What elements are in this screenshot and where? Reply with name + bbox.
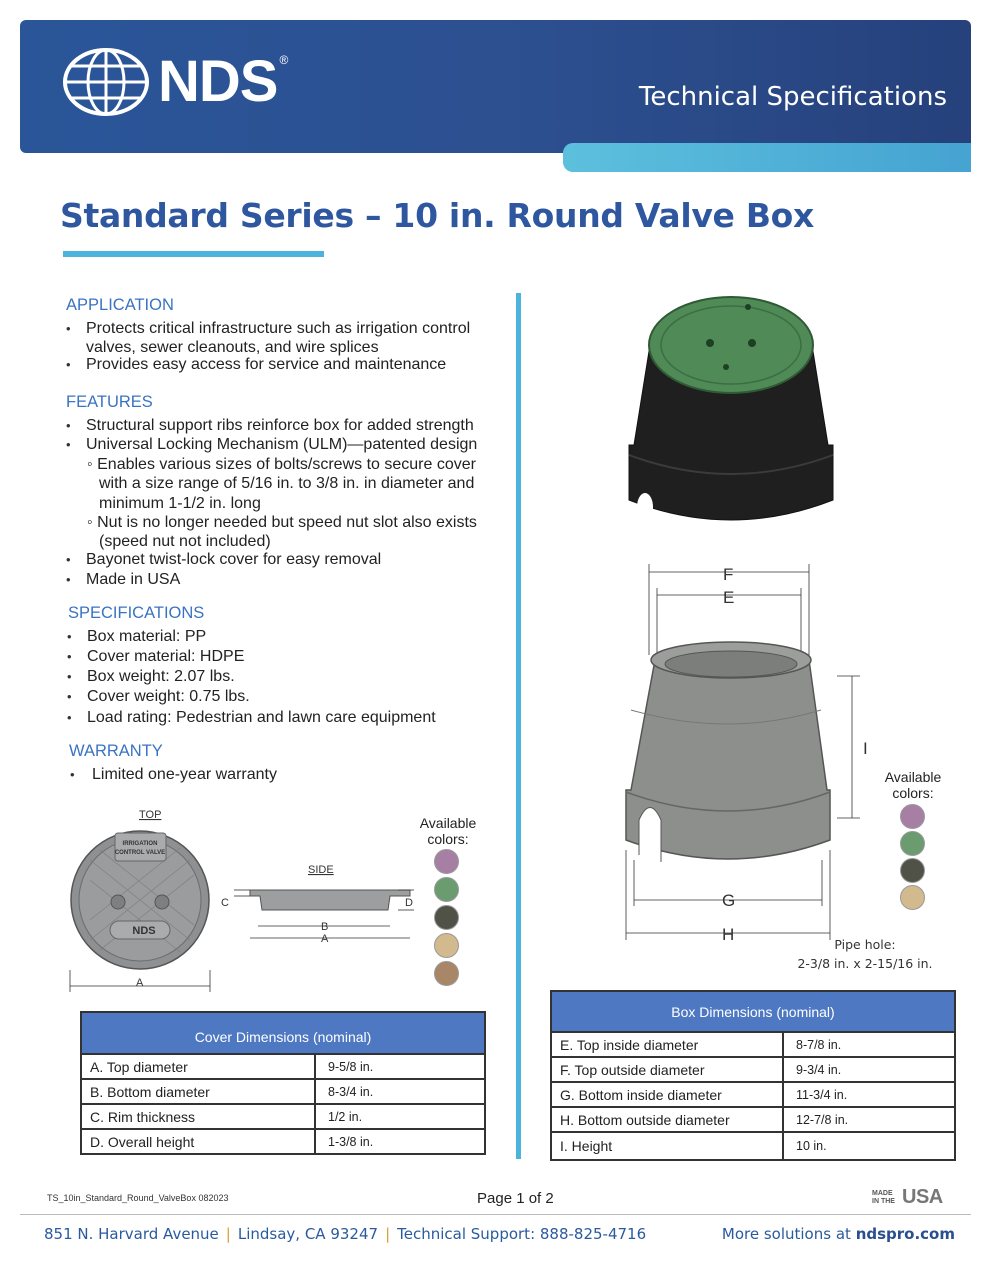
table-cell-label: E. Top inside diameter <box>551 1032 783 1057</box>
cover-table-title: Cover Dimensions (nominal) <box>81 1012 485 1054</box>
column-divider <box>516 293 521 1159</box>
table-cell-label: C. Rim thickness <box>81 1104 315 1129</box>
made-text: MADE <box>872 1189 893 1197</box>
features-item <box>66 571 181 590</box>
document-code: TS_10in_Standard_Round_ValveBox 082023 <box>47 1193 229 1203</box>
table-cell-value: 1/2 in. <box>315 1104 485 1129</box>
bullet-icon: • <box>70 767 75 782</box>
page-number: Page 1 of 2 <box>477 1190 554 1207</box>
dim-b-label: B <box>321 921 329 933</box>
made-in-text <box>872 1190 902 1206</box>
bullet-icon: • <box>66 357 71 372</box>
dim-a-side-label: A <box>321 933 329 945</box>
box-dimensions-table <box>550 990 956 1161</box>
application-heading: APPLICATION <box>66 296 174 314</box>
features-item-text: Made in USA <box>86 571 181 588</box>
top-view-label: TOP <box>139 809 162 821</box>
table-cell-value: 10 in. <box>783 1132 955 1160</box>
box-dimension-drawing <box>615 560 875 950</box>
color-swatch <box>900 831 925 856</box>
more-solutions-text: More solutions at <box>721 1225 851 1243</box>
table-row <box>81 1054 485 1079</box>
pipe-hole-cutout <box>639 808 661 863</box>
street-address: 851 N. Harvard Avenue <box>44 1225 219 1243</box>
pipe-hole-line: 2-3/8 in. x 2-15/16 in. <box>797 956 933 971</box>
city-address: Lindsay, CA 93247 <box>237 1225 379 1243</box>
table-row <box>551 1057 955 1082</box>
nds-logo[interactable] <box>62 47 288 117</box>
bullet-icon: • <box>66 572 71 587</box>
application-item <box>66 320 506 357</box>
application-item <box>66 356 447 375</box>
spec-item-text: Box material: PP <box>87 628 207 645</box>
table-cell-value: 11-3/4 in. <box>783 1082 955 1107</box>
spec-item <box>67 709 436 728</box>
warranty-item <box>70 766 277 785</box>
table-cell-label: F. Top outside diameter <box>551 1057 783 1082</box>
application-item-text: Provides easy access for service and maintenance <box>86 356 447 373</box>
header-title: Technical Specifications <box>638 82 947 112</box>
features-subitem: ◦ Nut is no longer needed but speed nut slot also exists <box>87 514 477 531</box>
features-item-text: Universal Locking Mechanism (ULM)—patented design <box>86 436 478 453</box>
pipe-hole-note <box>770 935 960 973</box>
dim-f-label: F <box>723 565 734 584</box>
bullet-icon: • <box>66 437 71 452</box>
color-swatch <box>434 849 459 874</box>
table-cell-value: 1-3/8 in. <box>315 1129 485 1154</box>
color-swatch <box>900 804 925 829</box>
box-green-lid <box>649 297 813 393</box>
lid-side-view <box>250 890 410 910</box>
lid-logo: NDS <box>132 925 156 937</box>
cover-dimensions-table <box>80 1011 486 1155</box>
table-cell-value: 8-3/4 in. <box>315 1079 485 1104</box>
made-in-usa-badge <box>872 1186 943 1209</box>
table-row <box>81 1104 485 1129</box>
features-heading: FEATURES <box>66 393 153 411</box>
features-item <box>66 417 474 436</box>
registered-mark: ® <box>279 53 289 67</box>
features-subitem: (speed nut not included) <box>99 533 271 550</box>
lid-label-plate <box>115 833 166 861</box>
application-item-text: Protects critical infrastructure such as irrigation control valves, sewer cleanouts, and wire splices <box>86 320 471 356</box>
bullet-icon: • <box>67 629 72 644</box>
footer-divider <box>20 1214 971 1215</box>
table-row <box>551 1082 955 1107</box>
bullet-icon: • <box>67 649 72 664</box>
color-swatch <box>434 905 459 930</box>
table-cell-label: H. Bottom outside diameter <box>551 1107 783 1132</box>
features-item-text: Structural support ribs reinforce box for added strength <box>86 417 474 434</box>
table-cell-value: 8-7/8 in. <box>783 1032 955 1057</box>
spec-item <box>67 648 245 667</box>
table-row <box>81 1129 485 1154</box>
logo-wordmark: NDS <box>158 49 278 114</box>
website-link[interactable]: ndspro.com <box>855 1225 955 1243</box>
bullet-icon: • <box>67 689 72 704</box>
table-cell-label: G. Bottom inside diameter <box>551 1082 783 1107</box>
dim-c-label: C <box>221 897 229 909</box>
dim-a-label: A <box>136 977 144 989</box>
table-row <box>551 1132 955 1160</box>
features-item <box>66 436 478 455</box>
side-view-label: SIDE <box>308 864 334 876</box>
spec-item-text: Cover weight: 0.75 lbs. <box>87 688 250 705</box>
dim-e-label: E <box>723 588 735 607</box>
valve-box-photo <box>618 295 844 545</box>
color-swatch <box>434 933 459 958</box>
table-cell-label: D. Overall height <box>81 1129 315 1154</box>
table-cell-label: B. Bottom diameter <box>81 1079 315 1104</box>
colors-label-line: Available <box>419 815 477 831</box>
dim-h-label: H <box>722 925 735 944</box>
title-underline <box>63 251 324 257</box>
bullet-icon: • <box>66 552 71 567</box>
color-swatch <box>434 877 459 902</box>
features-item-text: Bayonet twist-lock cover for easy removal <box>86 551 382 568</box>
table-cell-value: 9-3/4 in. <box>783 1057 955 1082</box>
available-colors-label <box>878 769 948 801</box>
dim-g-label: G <box>722 891 736 910</box>
footer-more-solutions <box>722 1225 955 1243</box>
table-cell-value: 12-7/8 in. <box>783 1107 955 1132</box>
spec-item <box>67 668 235 687</box>
bullet-icon: • <box>67 710 72 725</box>
spec-item-text: Box weight: 2.07 lbs. <box>87 668 235 685</box>
features-subitem: minimum 1-1/2 in. long <box>99 495 261 512</box>
page-title: Standard Series – 10 in. Round Valve Box <box>60 196 815 235</box>
lid-text: IRRIGATION <box>122 841 158 847</box>
separator: | <box>385 1225 391 1243</box>
colors-label-line: colors: <box>427 831 469 847</box>
color-swatch <box>900 858 925 883</box>
features-subitem: with a size range of 5/16 in. to 3/8 in. in diameter and <box>99 475 475 492</box>
spec-item-text: Cover material: HDPE <box>87 648 245 665</box>
table-cell-value: 9-5/8 in. <box>315 1054 485 1079</box>
table-cell-label: I. Height <box>551 1132 783 1160</box>
color-swatch <box>900 885 925 910</box>
dim-d-label: D <box>405 897 413 909</box>
lid-bolt-hole <box>155 895 169 909</box>
bullet-icon: • <box>66 321 71 336</box>
table-cell-label: A. Top diameter <box>81 1054 315 1079</box>
dim-i-label: I <box>863 739 868 758</box>
available-colors-label <box>413 815 483 847</box>
features-subitem: ◦ Enables various sizes of bolts/screws to secure cover <box>87 456 476 473</box>
support-phone[interactable]: Technical Support: 888-825-4716 <box>397 1225 647 1243</box>
footer-address <box>44 1225 646 1243</box>
in-the-text: IN THE <box>872 1197 895 1205</box>
lid-text: CONTROL VALVE <box>114 850 166 856</box>
header-accent-strip <box>563 143 971 172</box>
table-row <box>81 1079 485 1104</box>
table-row <box>551 1032 955 1057</box>
pipe-hole-line: Pipe hole: <box>834 937 896 952</box>
colors-label-line: colors: <box>892 785 934 801</box>
features-item <box>66 551 382 570</box>
pipe-cutout <box>637 493 653 521</box>
spec-item <box>67 628 207 647</box>
cover-drawing <box>60 800 430 995</box>
separator: | <box>225 1225 231 1243</box>
spec-item-text: Load rating: Pedestrian and lawn care equipment <box>87 709 436 726</box>
lid-bolt-hole <box>111 895 125 909</box>
box-table-title: Box Dimensions (nominal) <box>551 991 955 1032</box>
colors-label-line: Available <box>884 769 942 785</box>
bullet-icon: • <box>67 669 72 684</box>
usa-text: USA <box>902 1186 943 1208</box>
specifications-heading: SPECIFICATIONS <box>68 604 205 622</box>
table-row <box>551 1107 955 1132</box>
color-swatch <box>434 961 459 986</box>
spec-item <box>67 688 250 707</box>
warranty-item-text: Limited one-year warranty <box>92 766 277 783</box>
warranty-heading: WARRANTY <box>69 742 163 760</box>
bullet-icon: • <box>66 418 71 433</box>
globe-icon <box>62 47 150 117</box>
